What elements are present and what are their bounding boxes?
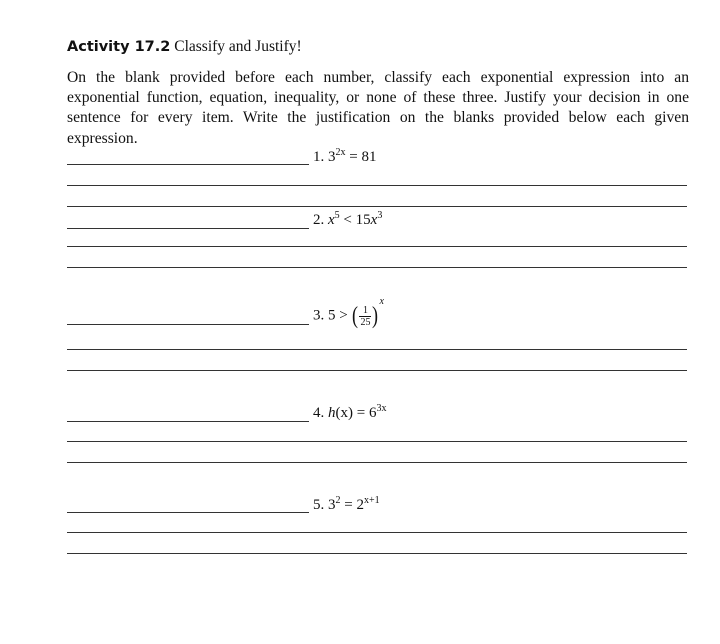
item-number-5: 5.: [313, 497, 325, 513]
justification-line-1a[interactable]: [67, 185, 687, 186]
justification-line-5a[interactable]: [67, 532, 687, 533]
activity-name: Classify and Justify!: [174, 38, 302, 55]
justification-line-4a[interactable]: [67, 441, 687, 442]
expression-1: 1. $3^{2x} = 81$: [313, 147, 377, 165]
justification-line-3b[interactable]: [67, 370, 687, 371]
classification-blank-3[interactable]: [67, 324, 309, 325]
classification-blank-2[interactable]: [67, 228, 309, 229]
classification-blank-1[interactable]: [67, 164, 309, 165]
item-number-3: 3.: [313, 307, 325, 324]
item-number-4: 4.: [313, 405, 325, 421]
item-number-2: 2.: [313, 212, 325, 228]
activity-number: Activity 17.2: [67, 39, 171, 55]
classification-blank-4[interactable]: [67, 421, 309, 422]
justification-line-4b[interactable]: [67, 462, 687, 463]
instructions-paragraph: On the blank provided before each number, classify each exponential expression into an exponential function, equation, inequality, or none of these three. Justify your decision in one sentence for every item. Write the justification on the blanks provided below each given expression.: [67, 69, 689, 147]
expression-3: 3. 5 > ( $\frac{1}{25}$ )$^x$: [313, 296, 384, 330]
justification-line-5b[interactable]: [67, 553, 687, 554]
expression-5: 5. $3^2 = 2^{x+1}$: [313, 495, 380, 513]
justification-line-2b[interactable]: [67, 267, 687, 268]
justification-line-1b[interactable]: [67, 206, 687, 207]
expression-2: 2. $x^5 < 15x^3$: [313, 210, 383, 228]
item-number-1: 1.: [313, 149, 325, 165]
classification-blank-5[interactable]: [67, 512, 309, 513]
fraction-power: ( $\frac{1}{25}$ )$^x$: [352, 296, 384, 330]
activity-title: [67, 38, 302, 56]
expression-4: 4. $h(x) = 6^{3x}$: [313, 403, 387, 421]
justification-line-2a[interactable]: [67, 246, 687, 247]
justification-line-3a[interactable]: [67, 349, 687, 350]
